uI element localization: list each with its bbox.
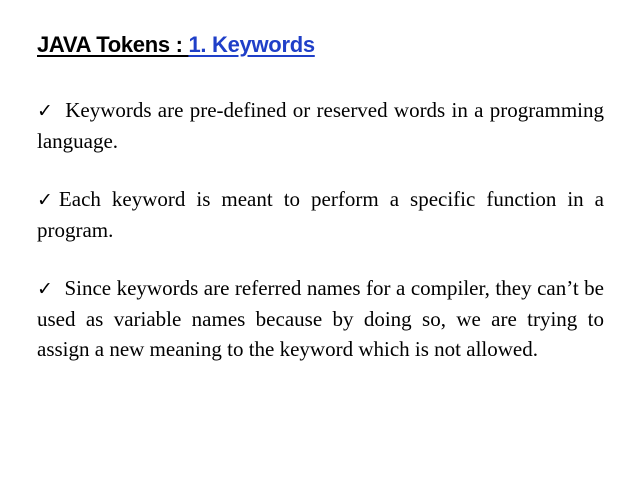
checkmark-icon: ✓	[37, 278, 53, 300]
checkmark-icon: ✓	[37, 189, 53, 211]
bullet-text: Each keyword is meant to perform a specific function in a program.	[37, 187, 604, 242]
bullet-list	[37, 95, 604, 364]
bullet-item	[37, 95, 604, 156]
title-highlight: 1. Keywords	[188, 32, 315, 57]
title-prefix: JAVA Tokens :	[37, 32, 189, 57]
bullet-item	[37, 184, 604, 245]
slide-title	[37, 30, 315, 60]
bullet-text: Since keywords are referred names for a compiler, they can’t be used as variable names because by doing so, we are trying to assign a new meaning to the keyword which is not allowed.	[37, 276, 604, 361]
checkmark-icon: ✓	[37, 100, 53, 122]
bullet-item	[37, 273, 604, 364]
bullet-text: Keywords are pre-defined or reserved words in a programming language.	[37, 98, 605, 153]
